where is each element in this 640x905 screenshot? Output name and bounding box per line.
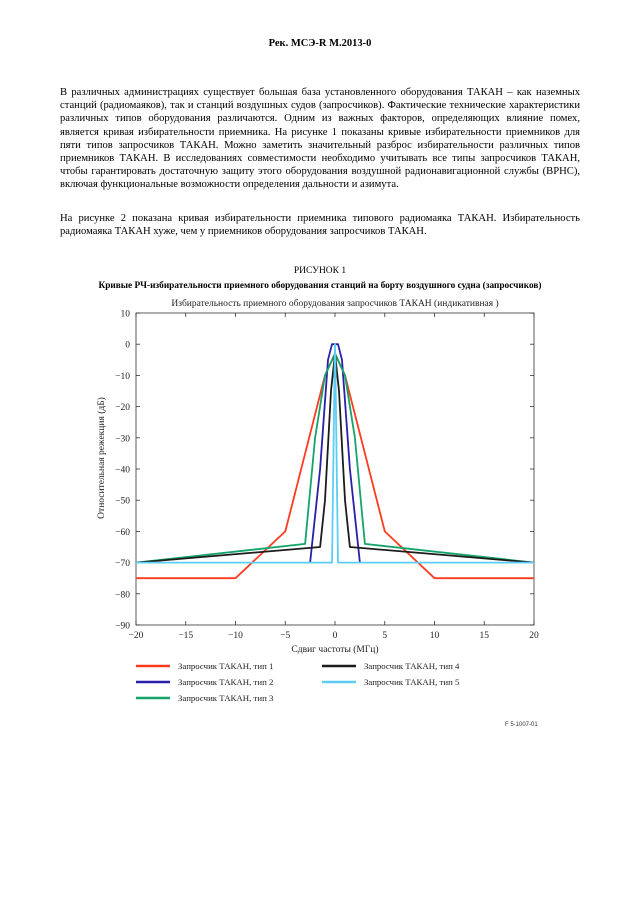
x-tick-label: 20 — [529, 631, 539, 641]
x-tick-label: 5 — [382, 631, 388, 641]
figure-reference: F 5-1007-01 — [505, 722, 538, 728]
y-axis-label: Относительная режекция (дБ) — [97, 397, 107, 519]
y-tick-label: 0 — [125, 340, 130, 351]
y-tick-label: −80 — [115, 590, 130, 601]
paragraph-2: На рисунке 2 показана кривая избирательности приемника типового радиомаяка ТАКАН. Избирательность радиомаяка ТАКАН хуже, чем у приемников оборудования запросчиков ТАКАН. — [60, 213, 580, 238]
x-tick-label: −15 — [178, 631, 194, 641]
figure-title: Кривые РЧ-избирательности приемного оборудования станций на борту воздушного судна (запросчиков) — [98, 281, 542, 291]
y-tick-label: −70 — [115, 559, 130, 570]
y-tick-label: −90 — [115, 621, 130, 632]
plot-area — [115, 310, 539, 642]
figure-label: РИСУНОК 1 — [293, 266, 347, 276]
x-tick-label: −5 — [280, 631, 291, 641]
legend-label-type-5: Запросчик ТАКАН, тип 5 — [364, 677, 460, 687]
x-tick-label: −10 — [228, 631, 243, 641]
y-tick-label: −20 — [115, 403, 130, 414]
x-tick-label: 0 — [332, 631, 338, 641]
y-tick-label: −30 — [115, 434, 130, 445]
series-line-type-5 — [136, 344, 534, 562]
legend-label-type-4: Запросчик ТАКАН, тип 4 — [364, 661, 460, 671]
y-tick-label: −50 — [115, 496, 130, 507]
legend-label-type-1: Запросчик ТАКАН, тип 1 — [178, 661, 274, 671]
selectivity-chart — [0, 290, 640, 710]
x-tick-label: 15 — [479, 631, 489, 641]
x-axis-label: Сдвиг частоты (МГц) — [291, 645, 379, 655]
chart-legend — [136, 661, 460, 703]
y-tick-label: −40 — [115, 465, 130, 476]
y-tick-label: 10 — [120, 309, 130, 320]
paragraph-1: В различных администрациях существует большая база установленного оборудования ТАКАН – как наземных станций (радиомаяков), так и станций воздушных судов (запросчиков). Фактические технические характеристики различных типов оборудования различаются. Одним из важных факторов, определяющих влияние помех, является кривая избирательности приемника. На рисунке 1 показаны кривые избирательности приемников для пяти типов запросчиков ТАКАН. Можно заметить значительный разброс избирательности различных типов приемников ТАКАН. В исследованиях совместимости необходимо учитывать все типы запросчиков ТАКАН, чтобы гарантировать достаточную защиту этого оборудования воздушной радионавигационной службы (ВРНС), включая функциональные возможности определения дальности и азимута. — [60, 87, 580, 191]
legend-label-type-3: Запросчик ТАКАН, тип 3 — [178, 693, 274, 703]
y-tick-label: −60 — [115, 527, 130, 538]
x-tick-label: −20 — [128, 631, 144, 641]
legend-label-type-2: Запросчик ТАКАН, тип 2 — [178, 677, 274, 687]
x-tick-label: 10 — [429, 631, 440, 641]
chart-title: Избирательность приемного оборудования запросчиков ТАКАН (индикативная ) — [171, 299, 499, 309]
document-header: Рек. МСЭ-R M.2013-0 — [268, 38, 372, 49]
y-tick-label: −10 — [115, 371, 130, 382]
